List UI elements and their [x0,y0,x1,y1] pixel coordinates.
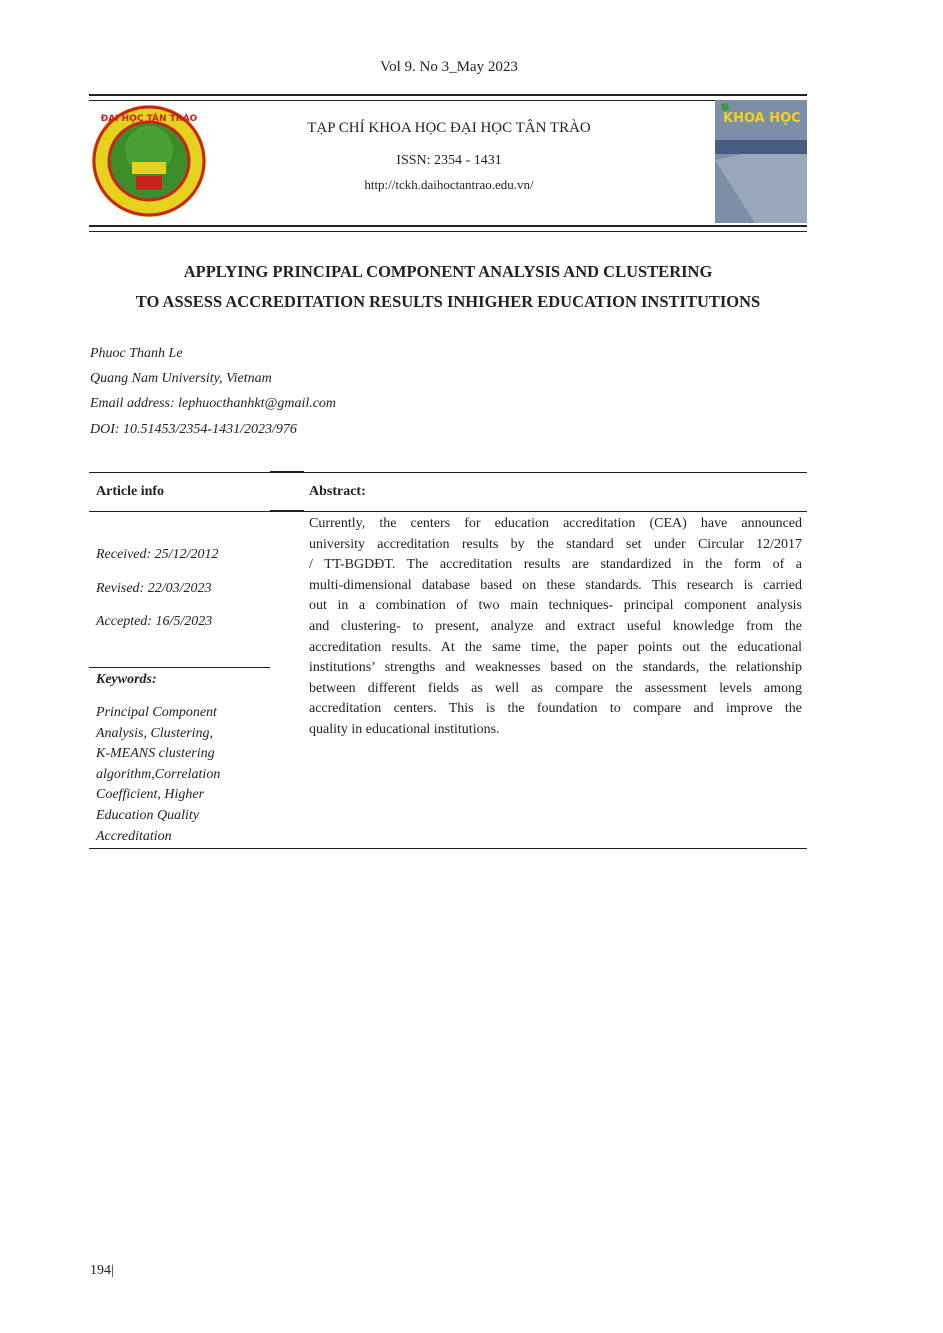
header-rule-bottom [89,225,807,232]
university-logo [90,104,208,219]
accepted-date: Accepted: 16/5/2023 [96,614,213,629]
author-email[interactable]: Email address: lephuocthanhkt@gmail.com [90,396,337,411]
abstract-line: Currently, the centers for education accreditation (CEA) have announced [309,516,802,531]
volume-header: Vol 9. No 3_May 2023 [380,59,518,75]
abstract-line: institutions’ strengths and weaknesses based on the standards, the relationship [309,660,802,676]
article-title [89,257,807,317]
abstract-line: between different fields as well as compare the assessment levels among [309,680,802,696]
info-rule-mid [89,511,807,512]
keyword-line: Education Quality [96,807,200,823]
rule-accent [270,510,304,512]
info-rule-top [89,472,807,473]
abstract-line: multi-dimensional database based on these standards. This research is carried [309,577,802,593]
abstract-line: accreditation results. At the same time, the paper points out the educational [309,639,802,655]
abstract-heading: Abstract: [309,484,366,499]
journal-url[interactable]: http://tckh.daihoctantrao.edu.vn/ [364,177,534,192]
keyword-line: Analysis, Clustering, [96,725,214,741]
keywords-list [96,703,266,847]
info-rule-bottom [89,848,807,849]
abstract-line: university accreditation results by the standard set under Circular 12/2017 [309,536,802,552]
title-line: APPLYING PRINCIPAL COMPONENT ANALYSIS AND CLUSTERING [183,262,713,281]
keyword-line: Principal Component [96,705,217,720]
article-info-heading: Article info [96,484,165,499]
keyword-line: Coefficient, Higher [96,787,205,803]
doi[interactable]: DOI: 10.51453/2354-1431/2023/976 [90,422,297,437]
rule-accent [270,471,304,473]
keyword-line: Accreditation [96,828,172,844]
journal-title: TẠP CHÍ KHOA HỌC ĐẠI HỌC TÂN TRÀO [307,120,591,136]
keyword-line: K-MEANS clustering [96,746,215,762]
abstract-line: / TT-BGDĐT. The accreditation results are standardized in the form of a [309,557,802,573]
svg-text:KHOA HỌC: KHOA HỌC [723,111,801,126]
author-affiliation: Quang Nam University, Vietnam [90,371,272,386]
abstract-line: and clustering- to present, analyze and extract useful knowledge from the [309,618,802,634]
abstract-line: quality in educational institutions. [309,721,500,737]
title-line: TO ASSESS ACCREDITATION RESULTS INHIGHER EDUCATION INSTITUTIONS [135,292,761,311]
received-date: Received: 25/12/2012 [96,547,219,562]
page-number: 194| [90,1263,114,1278]
journal-cover-thumbnail [715,100,807,223]
abstract-line: out in a combination of two main techniques- principal component analysis [309,598,802,614]
author-name: Phuoc Thanh Le [90,346,183,361]
abstract-body [309,514,802,741]
keywords-rule [89,667,270,668]
abstract-line: accreditation centers. This is the foundation to compare and improve the [309,701,802,717]
keyword-line: algorithm,Correlation [96,766,221,782]
header-rule-top [89,94,807,101]
svg-text:ĐẠI HỌC TÂN TRÀO: ĐẠI HỌC TÂN TRÀO [100,114,198,124]
keywords-heading: Keywords: [96,672,157,687]
revised-date: Revised: 22/03/2023 [96,581,212,596]
issn: ISSN: 2354 - 1431 [396,153,502,168]
